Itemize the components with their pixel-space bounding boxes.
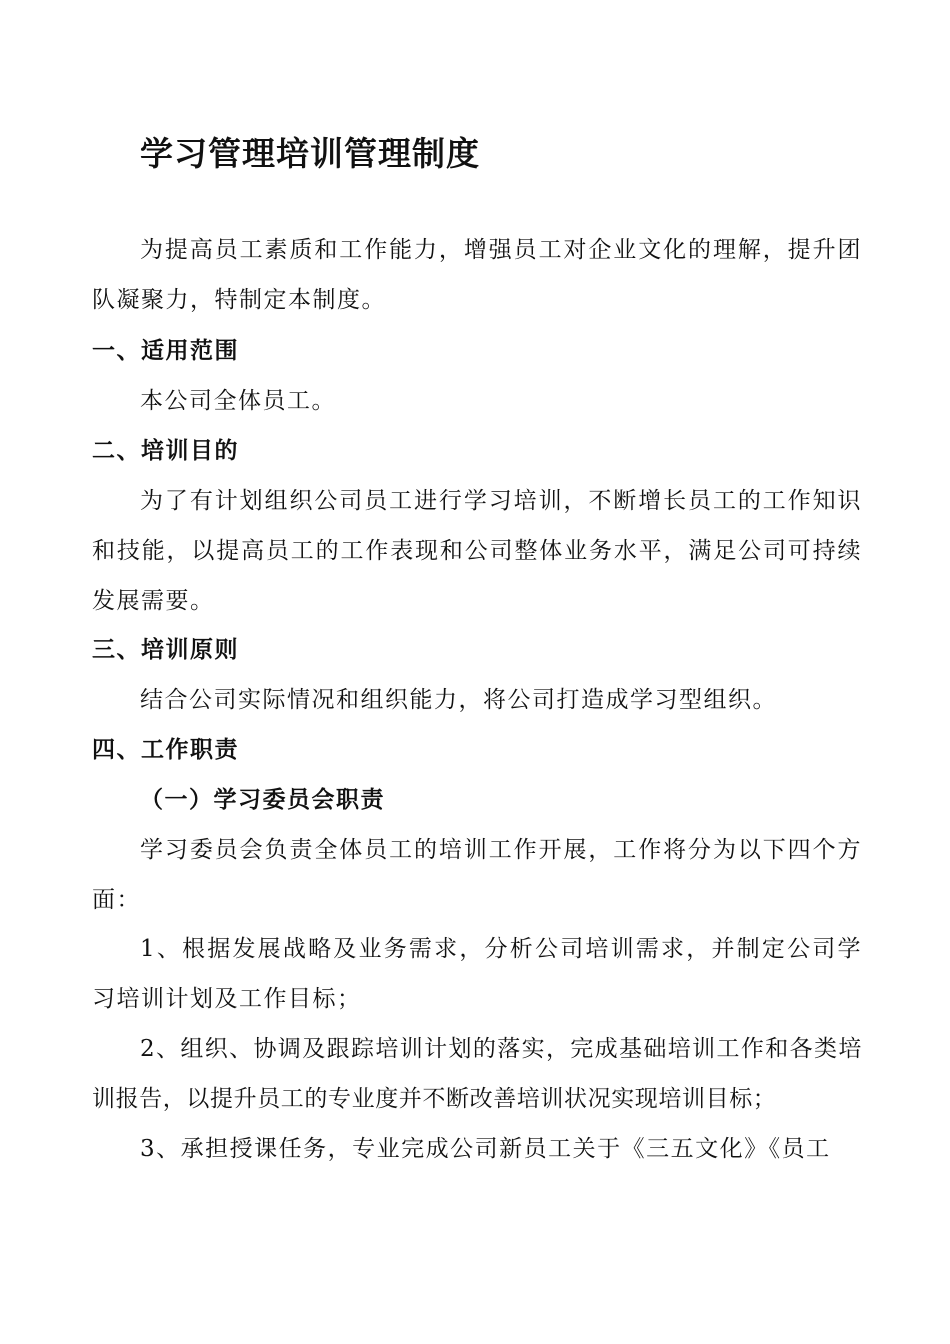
duty-item-2: 2、组织、协调及跟踪培训计划的落实，完成基础培训工作和各类培训报告，以提升员工的专业度并不断改善培训状况实现培训目标； (92, 1036, 862, 1112)
section-body-principle: 结合公司实际情况和组织能力，将公司打造成学习型组织。 (140, 687, 777, 713)
section-body-purpose: 为了有计划组织公司员工进行学习培训，不断增长员工的工作知识和技能，以提高员工的工作表现和公司整体业务水平，满足公司可持续发展需要。 (92, 488, 862, 614)
duty-item-1: 1、根据发展战略及业务需求，分析公司培训需求，并制定公司学习培训计划及工作目标； (92, 936, 862, 1012)
subsection-heading-committee: （一）学习委员会职责 (140, 787, 385, 813)
section-heading-purpose: 二、培训目的 (92, 438, 239, 464)
intro-paragraph: 为提高员工素质和工作能力，增强员工对企业文化的理解，提升团队凝聚力，特制定本制度。 (92, 237, 862, 313)
section-heading-duties: 四、工作职责 (92, 737, 239, 763)
document-title: 学习管理培训管理制度 (140, 134, 480, 173)
section-heading-principle: 三、培训原则 (92, 637, 239, 663)
section-body-duties: 学习委员会负责全体员工的培训工作开展，工作将分为以下四个方面： (92, 837, 862, 913)
section-body-scope: 本公司全体员工。 (140, 388, 336, 414)
section-heading-scope: 一、适用范围 (92, 338, 239, 364)
duty-item-3: 3、承担授课任务，专业完成公司新员工关于《三五文化》《员工 (140, 1136, 831, 1162)
